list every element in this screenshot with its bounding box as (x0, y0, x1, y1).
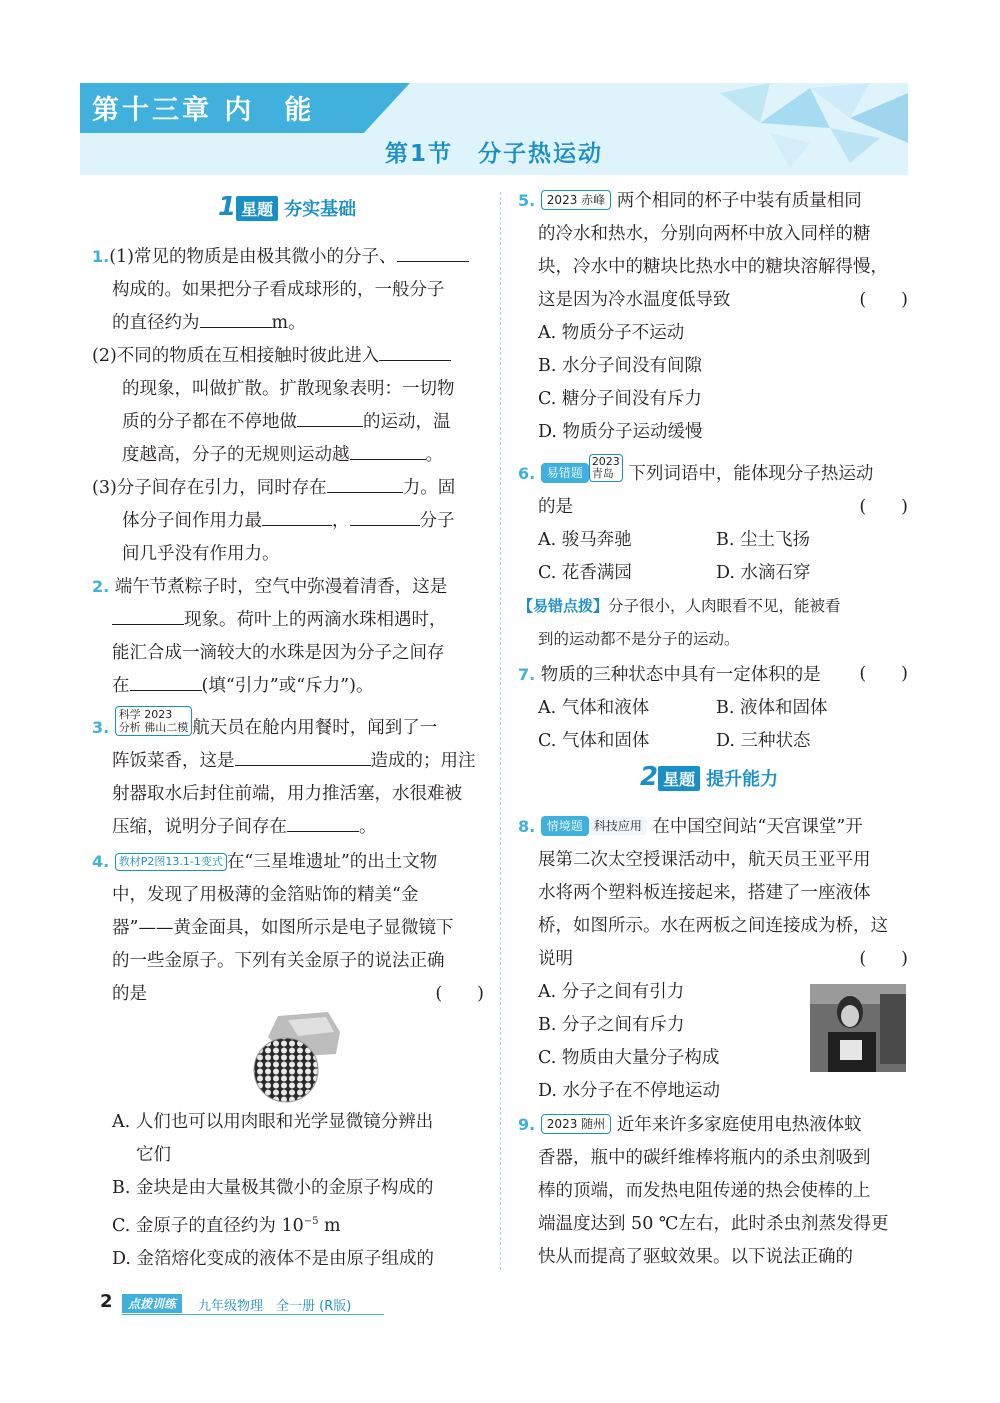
question-9 (518, 1108, 908, 1274)
tip-label: 【易错点拨】 (518, 597, 609, 615)
q3-text: 压缩，说明分子间存在 (112, 817, 287, 837)
option-a[interactable] (112, 1106, 484, 1139)
answer-blank[interactable] (379, 340, 451, 361)
option-text: C. 金原子的直径约为 10 (112, 1215, 304, 1236)
q6-text: 的是 (538, 497, 573, 517)
option-text: D. 物质分子运动缓慢 (538, 422, 703, 442)
q1-text: 间几乎没有作用力。 (122, 544, 280, 564)
question-number: 7. (518, 665, 536, 684)
q1-text: 力。固 (402, 478, 456, 498)
answer-blank[interactable] (350, 439, 426, 460)
q2-text: 能汇合成一滴较大的水珠是因为分子之间存 (112, 643, 445, 663)
q3-text: 阵饭菜香，这是 (112, 751, 235, 771)
source-tag: 2023 随州 (541, 1114, 611, 1134)
option-text: A. 人们也可以用肉眼和光学显微镜分辨出 (112, 1112, 434, 1132)
source-tag (589, 454, 623, 482)
q2-text: 端午节煮粽子时，空气中弥漫着清香，这是 (114, 577, 448, 597)
star-number: 2 (640, 762, 659, 792)
q8-text: 说明 (538, 949, 573, 969)
q5-text: 的冷水和热水，分别向两杯中放入同样的糖 (538, 224, 871, 244)
option-d[interactable] (518, 416, 908, 449)
brand-badge: 点拨训练 (122, 1294, 182, 1313)
q2-text: (填“引力”或“斥力”)。 (201, 676, 374, 696)
q7-text: 物质的三种状态中具有一定体积的是 (540, 665, 821, 685)
q1-text: 的直径约为 (112, 313, 200, 333)
question-4-options (112, 1106, 484, 1276)
answer-blank[interactable] (350, 505, 420, 526)
question-number: 3. (92, 718, 110, 737)
option-text: C. 物质由大量分子构成 (538, 1048, 720, 1068)
q3-text: 航天员在舱内用餐时，闻到了一 (192, 718, 438, 738)
option-b[interactable] (112, 1172, 484, 1205)
answer-paren[interactable]: ( ) (859, 290, 908, 310)
q4-text: 的是 (112, 984, 147, 1004)
star-title: 夯实基础 (284, 199, 357, 220)
question-5 (518, 184, 908, 449)
answer-paren[interactable]: ( ) (859, 664, 908, 684)
option-text: B. 分子之间有斥力 (538, 1015, 685, 1035)
q2-text: 在 (112, 676, 130, 696)
option-d[interactable] (518, 1075, 908, 1108)
option-c[interactable] (518, 383, 908, 416)
option-b[interactable] (518, 350, 908, 383)
question-number: 1. (92, 247, 110, 266)
option-text: D. 水分子在不停地运动 (538, 1081, 721, 1101)
option-c[interactable]: C. 气体和固体 (538, 731, 650, 751)
q3-text: 造成的；用注 (370, 751, 476, 771)
page-number: 2 (100, 1291, 113, 1312)
q1-text: 。 (425, 445, 443, 465)
star-title: 提升能力 (706, 769, 779, 790)
q1-text: 质的分子都在不停地做 (122, 412, 297, 432)
answer-blank[interactable] (297, 406, 363, 427)
q1-text: ， (332, 511, 350, 531)
q5-text: 这是因为冷水温度低导致 (538, 290, 731, 310)
gold-atoms-image (248, 1012, 340, 1104)
q5-text: 两个相同的杯子中装有质量相同 (616, 191, 862, 211)
q8-text: 展第二次太空授课活动中，航天员王亚平用 (538, 850, 871, 870)
option-text: B. 金块是由大量极其微小的金原子构成的 (112, 1178, 434, 1198)
answer-blank[interactable] (262, 505, 332, 526)
option-text: 它们 (136, 1145, 171, 1165)
q1-text: (1)常见的物质是由极其微小的分子、 (109, 247, 397, 267)
q1-text: 分子 (419, 511, 455, 531)
option-d[interactable]: D. 三种状态 (716, 731, 811, 751)
q9-text: 端温度达到 50 ℃左右，此时杀虫剂蒸发得更 (538, 1214, 889, 1234)
answer-blank[interactable] (130, 670, 202, 691)
question-number: 6. (518, 464, 536, 483)
tech-tag: 科技应用 (589, 817, 647, 835)
tag-text: 佛山二模 (144, 721, 189, 734)
q1-text: 构成的。如果把分子看成球形的，一般分子 (112, 280, 445, 300)
q6-text: 下列词语中，能体现分子热运动 (628, 464, 874, 484)
error-prone-tag: 易错题 (541, 463, 589, 483)
question-6 (518, 454, 908, 656)
option-text: m (318, 1215, 341, 1236)
tag-text: 科学 (118, 708, 141, 721)
astronaut-photo (810, 984, 906, 1072)
exponent: −5 (303, 1216, 319, 1227)
question-4 (92, 845, 484, 1011)
answer-blank[interactable] (287, 811, 359, 832)
answer-blank[interactable] (235, 745, 371, 766)
question-1 (92, 240, 484, 571)
q1-text: (3)分子间存在引力，同时存在 (92, 478, 327, 498)
q8-text: 水将两个塑料板连接起来，搭建了一座液体 (538, 883, 871, 903)
source-tag: 2023 赤峰 (541, 190, 611, 210)
section-title: 第1节 分子热运动 (384, 141, 603, 167)
q2-text: 现象。荷叶上的两滴水珠相遇时， (184, 610, 447, 630)
q3-text: 。 (359, 817, 377, 837)
option-text: C. 糖分子间没有斥力 (538, 389, 702, 409)
option-a[interactable]: A. 气体和液体 (538, 698, 650, 718)
tip-text: 分子很小，人肉眼看不见，能被看 (608, 597, 841, 615)
question-number: 8. (518, 817, 536, 836)
source-tag (115, 706, 193, 736)
option-d[interactable]: D. 水滴石穿 (716, 563, 811, 583)
option-c[interactable] (112, 1205, 484, 1243)
option-b[interactable]: B. 尘土飞扬 (716, 530, 810, 550)
q4-text: 器”——黄金面具，如图所示是电子显微镜下 (112, 918, 454, 938)
option-d[interactable] (112, 1243, 484, 1276)
question-number: 4. (92, 852, 110, 871)
q1-text: 的现象，叫做扩散。扩散现象表明：一切物 (122, 379, 455, 399)
q9-text: 近年来许多家庭使用电热液体蚊 (616, 1115, 862, 1135)
tag-text: 青岛 (591, 467, 614, 480)
q1-text: (2)不同的物质在互相接触时彼此进入 (92, 346, 380, 366)
answer-paren[interactable]: ( ) (859, 497, 908, 517)
tag-text: 2023 (144, 708, 173, 721)
option-text: A. 物质分子不运动 (538, 323, 685, 343)
q3-text: 射器取水后封住前端，用力推活塞，水很难被 (112, 784, 462, 804)
star-label: 星题 (658, 766, 700, 791)
question-number: 2. (92, 577, 110, 596)
tag-text: 2023 (591, 455, 620, 468)
q8-text: 桥，如图所示。水在两板之间连接成为桥，这 (538, 916, 888, 936)
question-number: 9. (518, 1115, 536, 1134)
footer-rule (122, 1314, 384, 1315)
tag-text: 分析 (118, 721, 141, 734)
tip-text: 到的运动都不是分子的运动。 (538, 630, 740, 648)
question-number: 5. (518, 191, 536, 210)
question-7 (518, 658, 908, 758)
book-info: 九年级物理 全一册 (R版) (198, 1299, 352, 1314)
q1-text: m。 (271, 313, 306, 333)
option-b[interactable]: B. 液体和固体 (716, 698, 828, 718)
q8-text: 在中国空间站“天宫课堂”开 (652, 817, 863, 837)
answer-blank[interactable] (327, 472, 403, 493)
answer-blank[interactable] (200, 307, 272, 328)
answer-blank[interactable] (112, 604, 184, 625)
answer-blank[interactable] (397, 241, 469, 262)
q4-text: 的一些金原子。下列有关金原子的说法正确 (112, 951, 445, 971)
question-3 (92, 706, 484, 844)
star-heading-2 (640, 762, 778, 792)
option-text: D. 金箔熔化变成的液体不是由原子组成的 (112, 1248, 435, 1269)
question-2 (92, 570, 484, 703)
star-number: 1 (218, 192, 237, 222)
q9-text: 棒的顶端，而发热电阻传递的热会使棒的上 (538, 1181, 871, 1201)
chapter-title: 第十三章 内 能 (92, 95, 315, 126)
textbook-tag: 教材P2图13.1-1变式 (115, 853, 227, 871)
answer-paren[interactable]: ( ) (435, 984, 484, 1004)
q4-text: 中，发现了用极薄的金箔贴饰的精美“金 (112, 885, 419, 905)
option-a[interactable]: A. 骏马奔驰 (538, 530, 632, 550)
answer-paren[interactable]: ( ) (859, 949, 908, 969)
q1-text: 的运动，温 (363, 412, 451, 432)
situation-tag: 情境题 (541, 816, 589, 836)
option-text: A. 分子之间有引力 (538, 982, 685, 1002)
option-c[interactable]: C. 花香满园 (538, 563, 632, 583)
q9-text: 香器，瓶中的碳纤维棒将瓶内的杀虫剂吸到 (538, 1148, 871, 1168)
column-divider (500, 192, 501, 1270)
star-label: 星题 (236, 196, 278, 221)
q1-text: 体分子间作用力最 (122, 511, 262, 531)
option-a[interactable] (518, 317, 908, 350)
q4-text: 在“三星堆遗址”的出土文物 (226, 852, 438, 872)
q1-text: 度越高，分子的无规则运动越 (122, 445, 350, 465)
q5-text: 块，冷水中的糖块比热水中的糖块溶解得慢， (538, 257, 888, 277)
option-text: B. 水分子间没有间隙 (538, 356, 702, 376)
q9-text: 快从而提高了驱蚊效果。以下说法正确的 (538, 1247, 853, 1267)
star-heading-1 (218, 192, 356, 222)
